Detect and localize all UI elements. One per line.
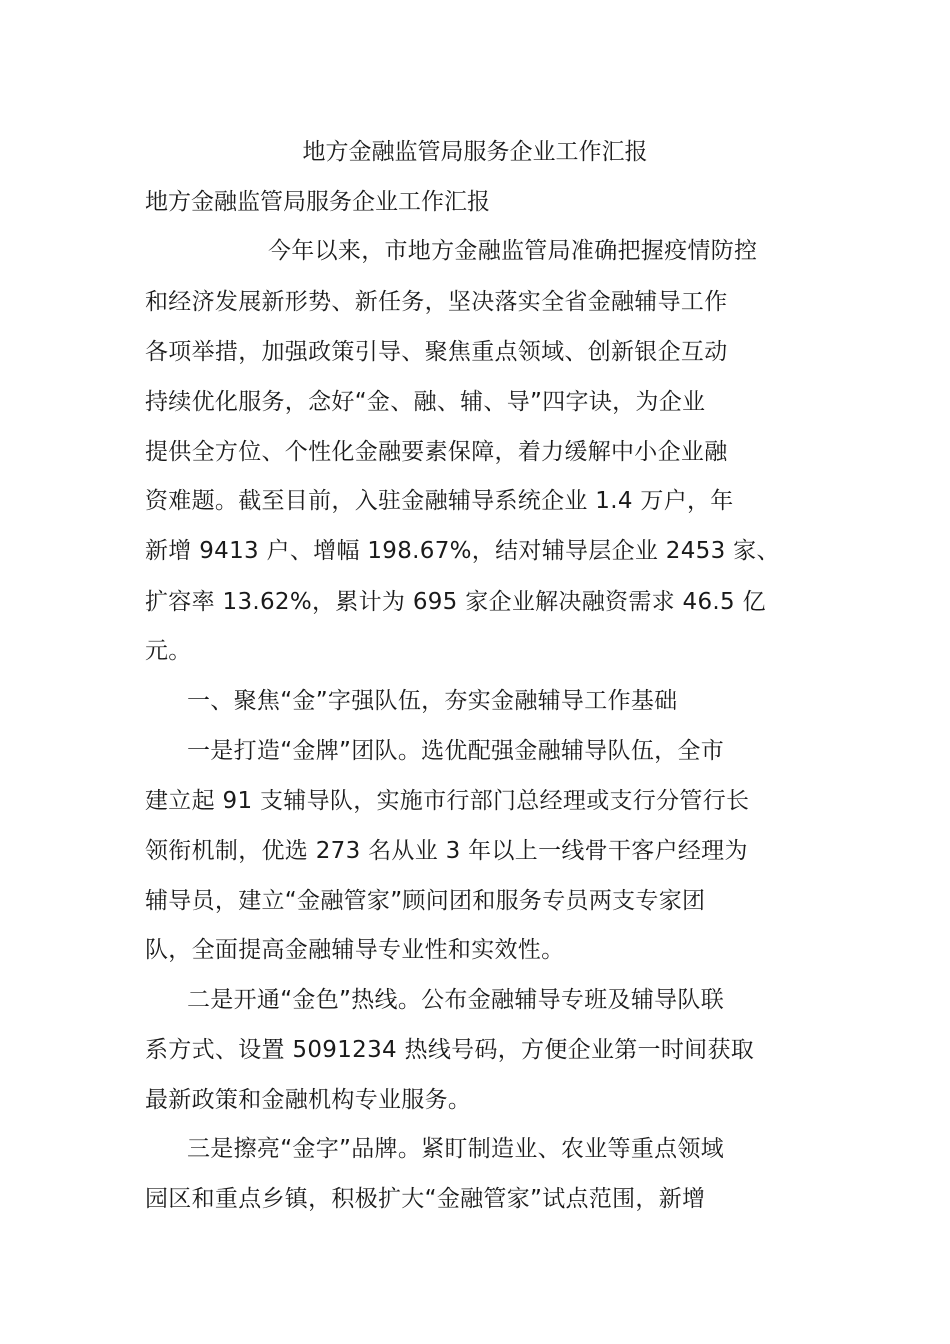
paragraph-line: 资难题。截至目前，入驻金融辅导系统企业 1.4 万户，年 xyxy=(145,488,734,514)
paragraph-line: 今年以来，市地方金融监管局准确把握疫情防控 xyxy=(268,238,758,264)
paragraph-line: 新增 9413 户、增幅 198.67%，结对辅导层企业 2453 家、 xyxy=(145,538,780,564)
section-heading: 一、聚焦“金”字强队伍，夯实金融辅导工作基础 xyxy=(187,688,678,714)
paragraph-line: 扩容率 13.62%，累计为 695 家企业解决融资需求 46.5 亿 xyxy=(145,589,766,615)
paragraph-line: 二是开通“金色”热线。公布金融辅导专班及辅导队联 xyxy=(187,987,725,1013)
paragraph-line: 最新政策和金融机构专业服务。 xyxy=(145,1087,472,1113)
document-title: 地方金融监管局服务企业工作汇报 xyxy=(302,139,648,165)
paragraph-line: 领衔机制，优选 273 名从业 3 年以上一线骨干客户经理为 xyxy=(145,838,748,864)
paragraph-line: 提供全方位、个性化金融要素保障，着力缓解中小企业融 xyxy=(145,439,728,465)
paragraph-line: 园区和重点乡镇，积极扩大“金融管家”试点范围，新增 xyxy=(145,1186,706,1212)
paragraph-line: 和经济发展新形势、新任务，坚决落实全省金融辅导工作 xyxy=(145,289,728,315)
paragraph-line: 持续优化服务，念好“金、融、辅、导”四字诀，为企业 xyxy=(145,389,706,415)
paragraph-line: 一是打造“金牌”团队。选优配强金融辅导队伍，全市 xyxy=(187,738,725,764)
paragraph-line: 队，全面提高金融辅导专业性和实效性。 xyxy=(145,937,565,963)
paragraph-line: 各项举措，加强政策引导、聚焦重点领域、创新银企互动 xyxy=(145,339,728,365)
document-subtitle: 地方金融监管局服务企业工作汇报 xyxy=(145,189,490,215)
paragraph-line: 元。 xyxy=(145,638,192,664)
paragraph-line: 建立起 91 支辅导队，实施市行部门总经理或支行分管行长 xyxy=(145,788,750,814)
paragraph-line: 三是擦亮“金字”品牌。紧盯制造业、农业等重点领域 xyxy=(187,1136,725,1162)
paragraph-line: 系方式、设置 5091234 热线号码，方便企业第一时间获取 xyxy=(145,1037,755,1063)
paragraph-line: 辅导员，建立“金融管家”顾问团和服务专员两支专家团 xyxy=(145,888,706,914)
